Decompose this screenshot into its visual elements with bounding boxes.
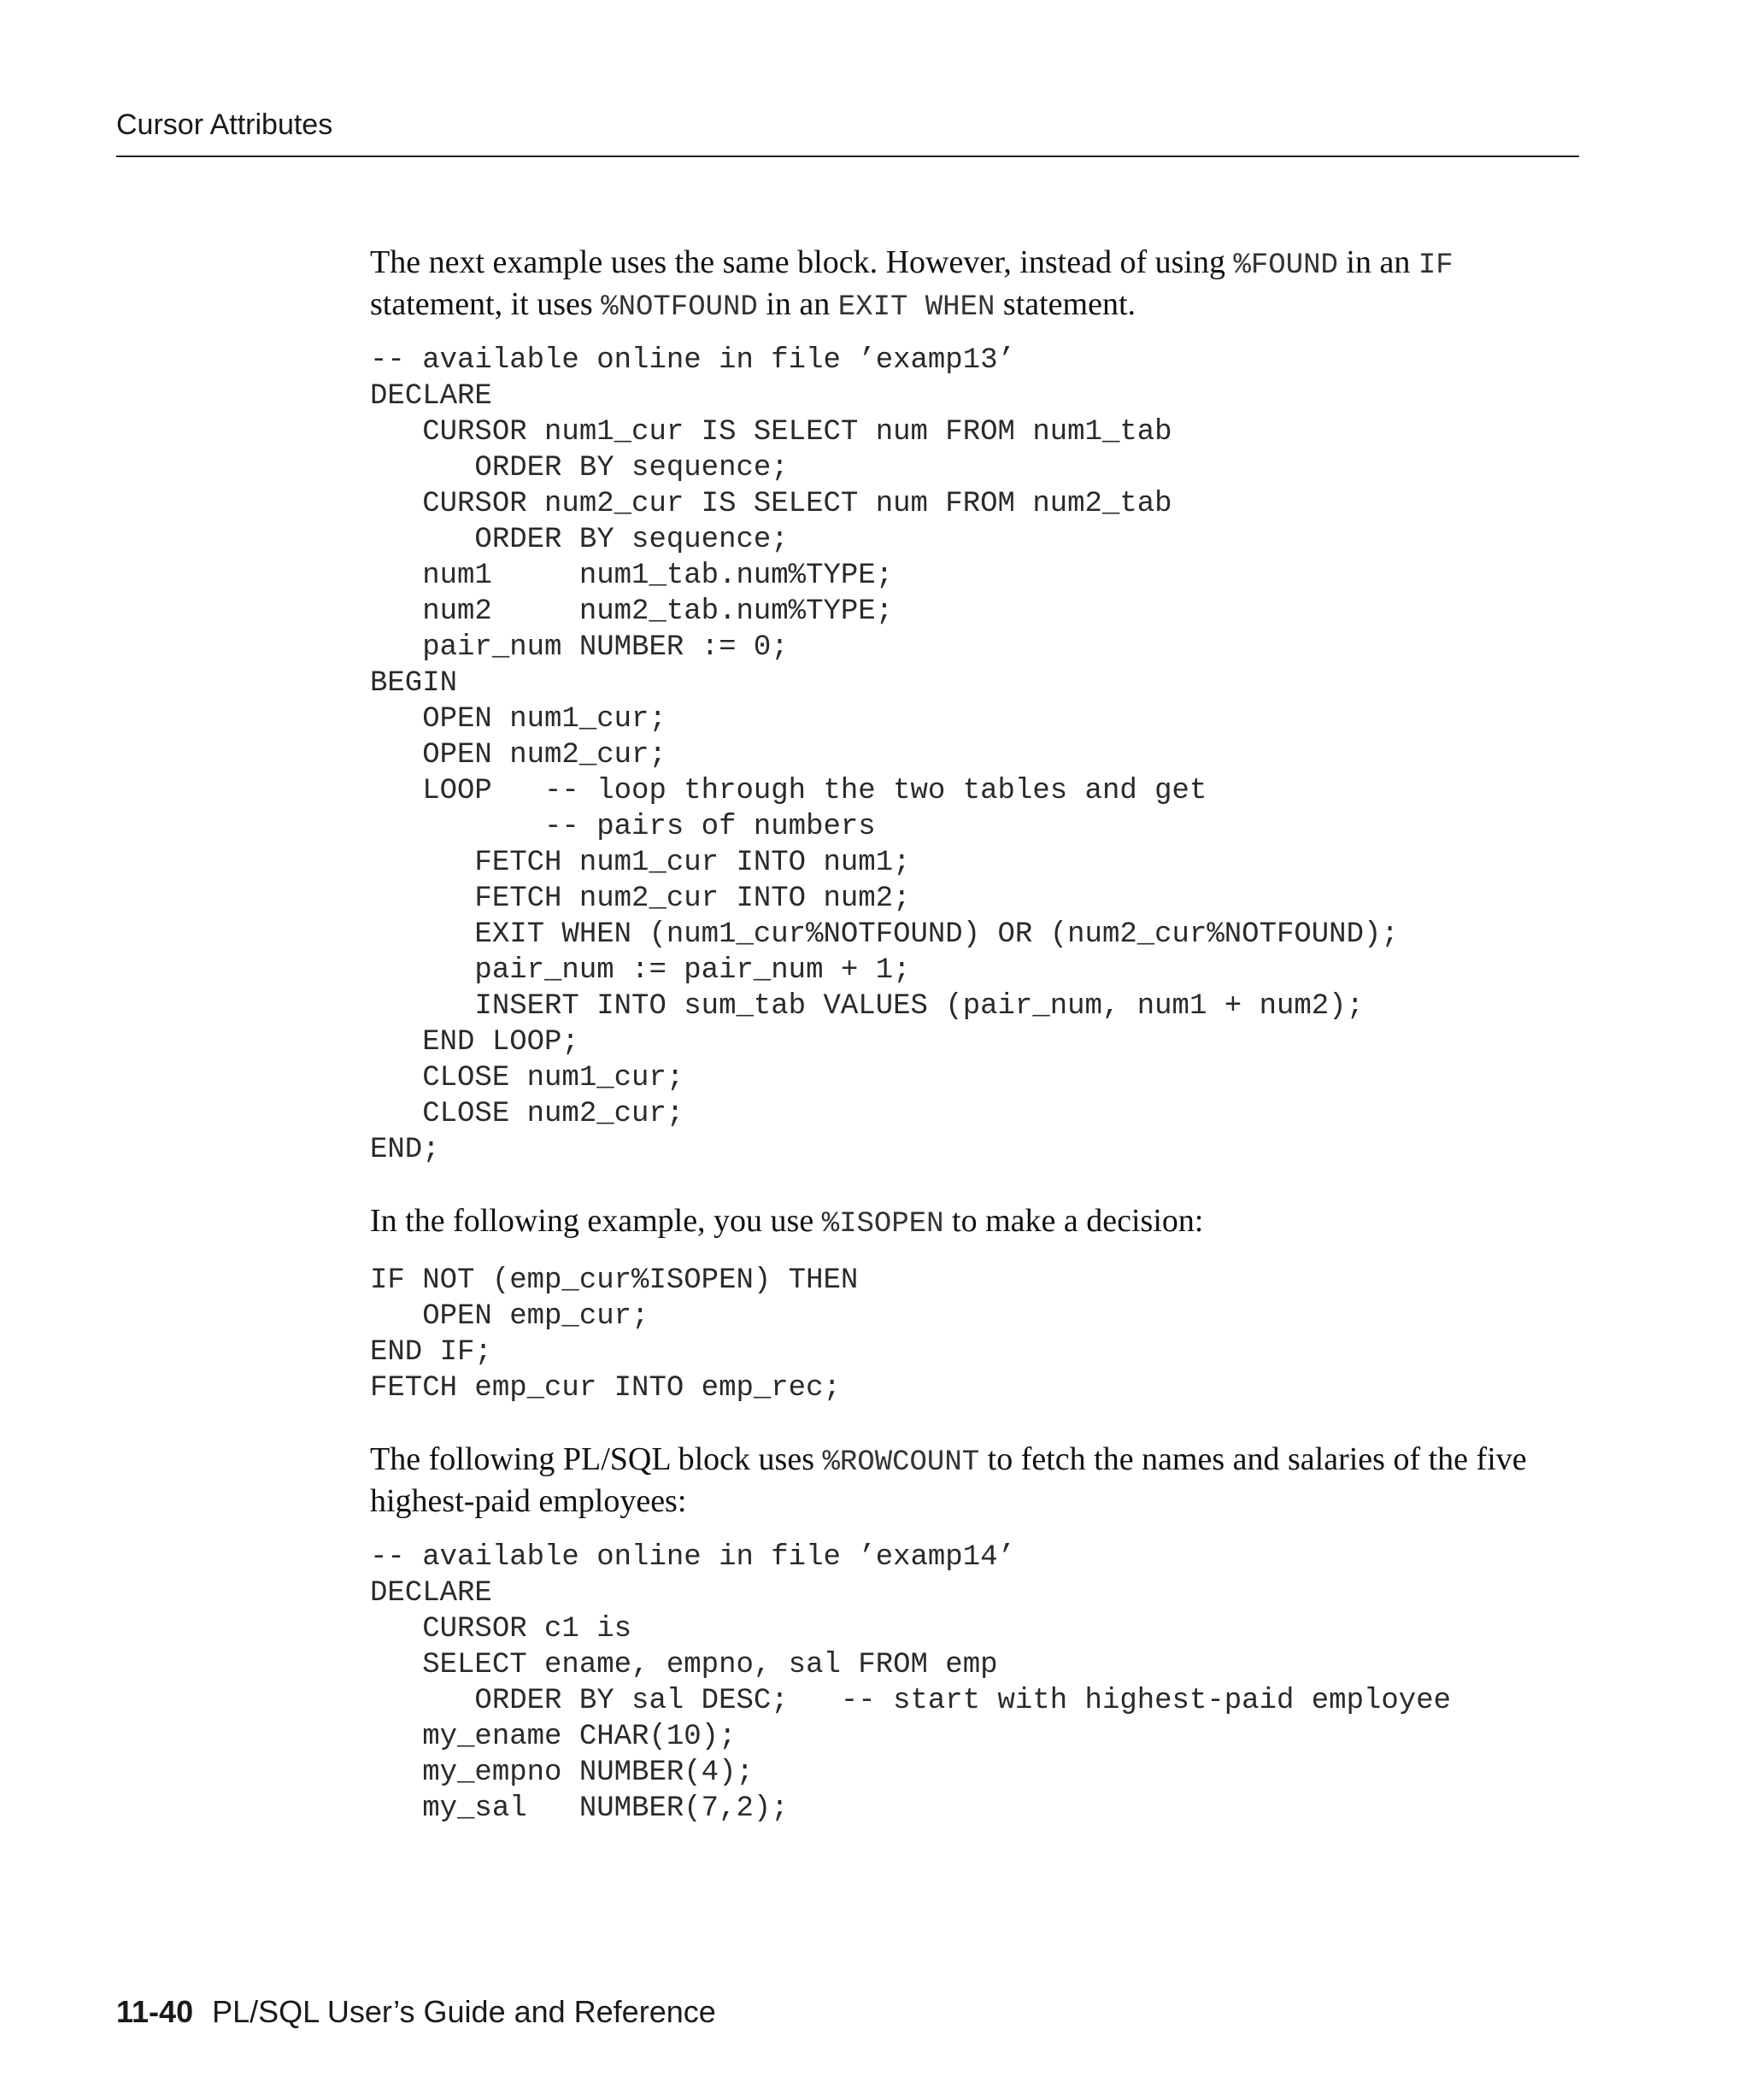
intro2-code-isopen: %ISOPEN <box>821 1208 944 1241</box>
code-block-isopen: IF NOT (emp_cur%ISOPEN) THEN OPEN emp_cur; END IF; FETCH emp_cur INTO emp_rec; <box>370 1264 859 1405</box>
code-block-examp14: -- available online in file ’examp14’ DECLARE CURSOR c1 is SELECT ename, empno, sal FROM emp ORDER BY sal DESC; -- start with highest-paid employee my_ename CHAR(10); my_empno NUMBER(4); my_sal NUMBER(7,2); <box>370 1541 1452 1825</box>
paragraph-notfound-intro <box>370 243 1583 327</box>
page-content <box>370 243 1583 1827</box>
intro2-text-1: In the following example, you use <box>370 1203 822 1239</box>
intro1-text-2: in an <box>1337 244 1418 280</box>
intro1-text-4: in an <box>757 286 838 322</box>
header-divider <box>116 155 1579 157</box>
intro1-code-notfound: %NOTFOUND <box>601 291 758 324</box>
intro1-code-if: IF <box>1418 249 1453 282</box>
paragraph-isopen-intro <box>370 1202 1583 1244</box>
intro1-text-1: The next example uses the same block. However, instead of using <box>370 244 1234 280</box>
running-header-title: Cursor Attributes <box>116 109 333 141</box>
intro3-text-2: to fetch the names and salaries of the five highest-paid employees: <box>370 1441 1527 1519</box>
intro1-code-exit-when: EXIT WHEN <box>837 291 995 324</box>
intro2-text-2: to make a decision: <box>943 1203 1204 1239</box>
intro3-text-1: The following PL/SQL block uses <box>370 1441 823 1477</box>
intro3-code-rowcount: %ROWCOUNT <box>822 1446 980 1479</box>
code-block-examp13: -- available online in file ’examp13’ DECLARE CURSOR num1_cur IS SELECT num FROM num1_tab ORDER BY sequence; CURSOR num2_cur IS SELECT num FROM num2_tab ORDER BY sequence; num1 num1_tab.num%TYPE; num2 num2_tab.num%TYPE; pair_num NUMBER := 0; BEGIN OPEN num1_cur; OPEN num2_cur; LOOP -- loop through the two tables and get -- pairs of numbers FETCH num1_cur INTO num1; FETCH num2_cur INTO num2; EXIT WHEN (num1_cur%NOTFOUND) OR (num2_cur%NOTFOUND); pair_num := pair_num + 1; INSERT INTO sum_tab VALUES (pair_num, num1 + num2); END LOOP; CLOSE num1_cur; CLOSE num2_cur; END; <box>370 344 1399 1166</box>
intro1-text-5: statement. <box>995 286 1136 322</box>
page-number: 11-40 <box>116 1994 194 2029</box>
paragraph-rowcount-intro <box>370 1440 1583 1521</box>
page-footer <box>116 1992 716 2032</box>
book-title: PL/SQL User’s Guide and Reference <box>212 1994 716 2029</box>
intro1-code-found: %FOUND <box>1233 249 1338 282</box>
intro1-text-3: statement, it uses <box>370 286 602 322</box>
